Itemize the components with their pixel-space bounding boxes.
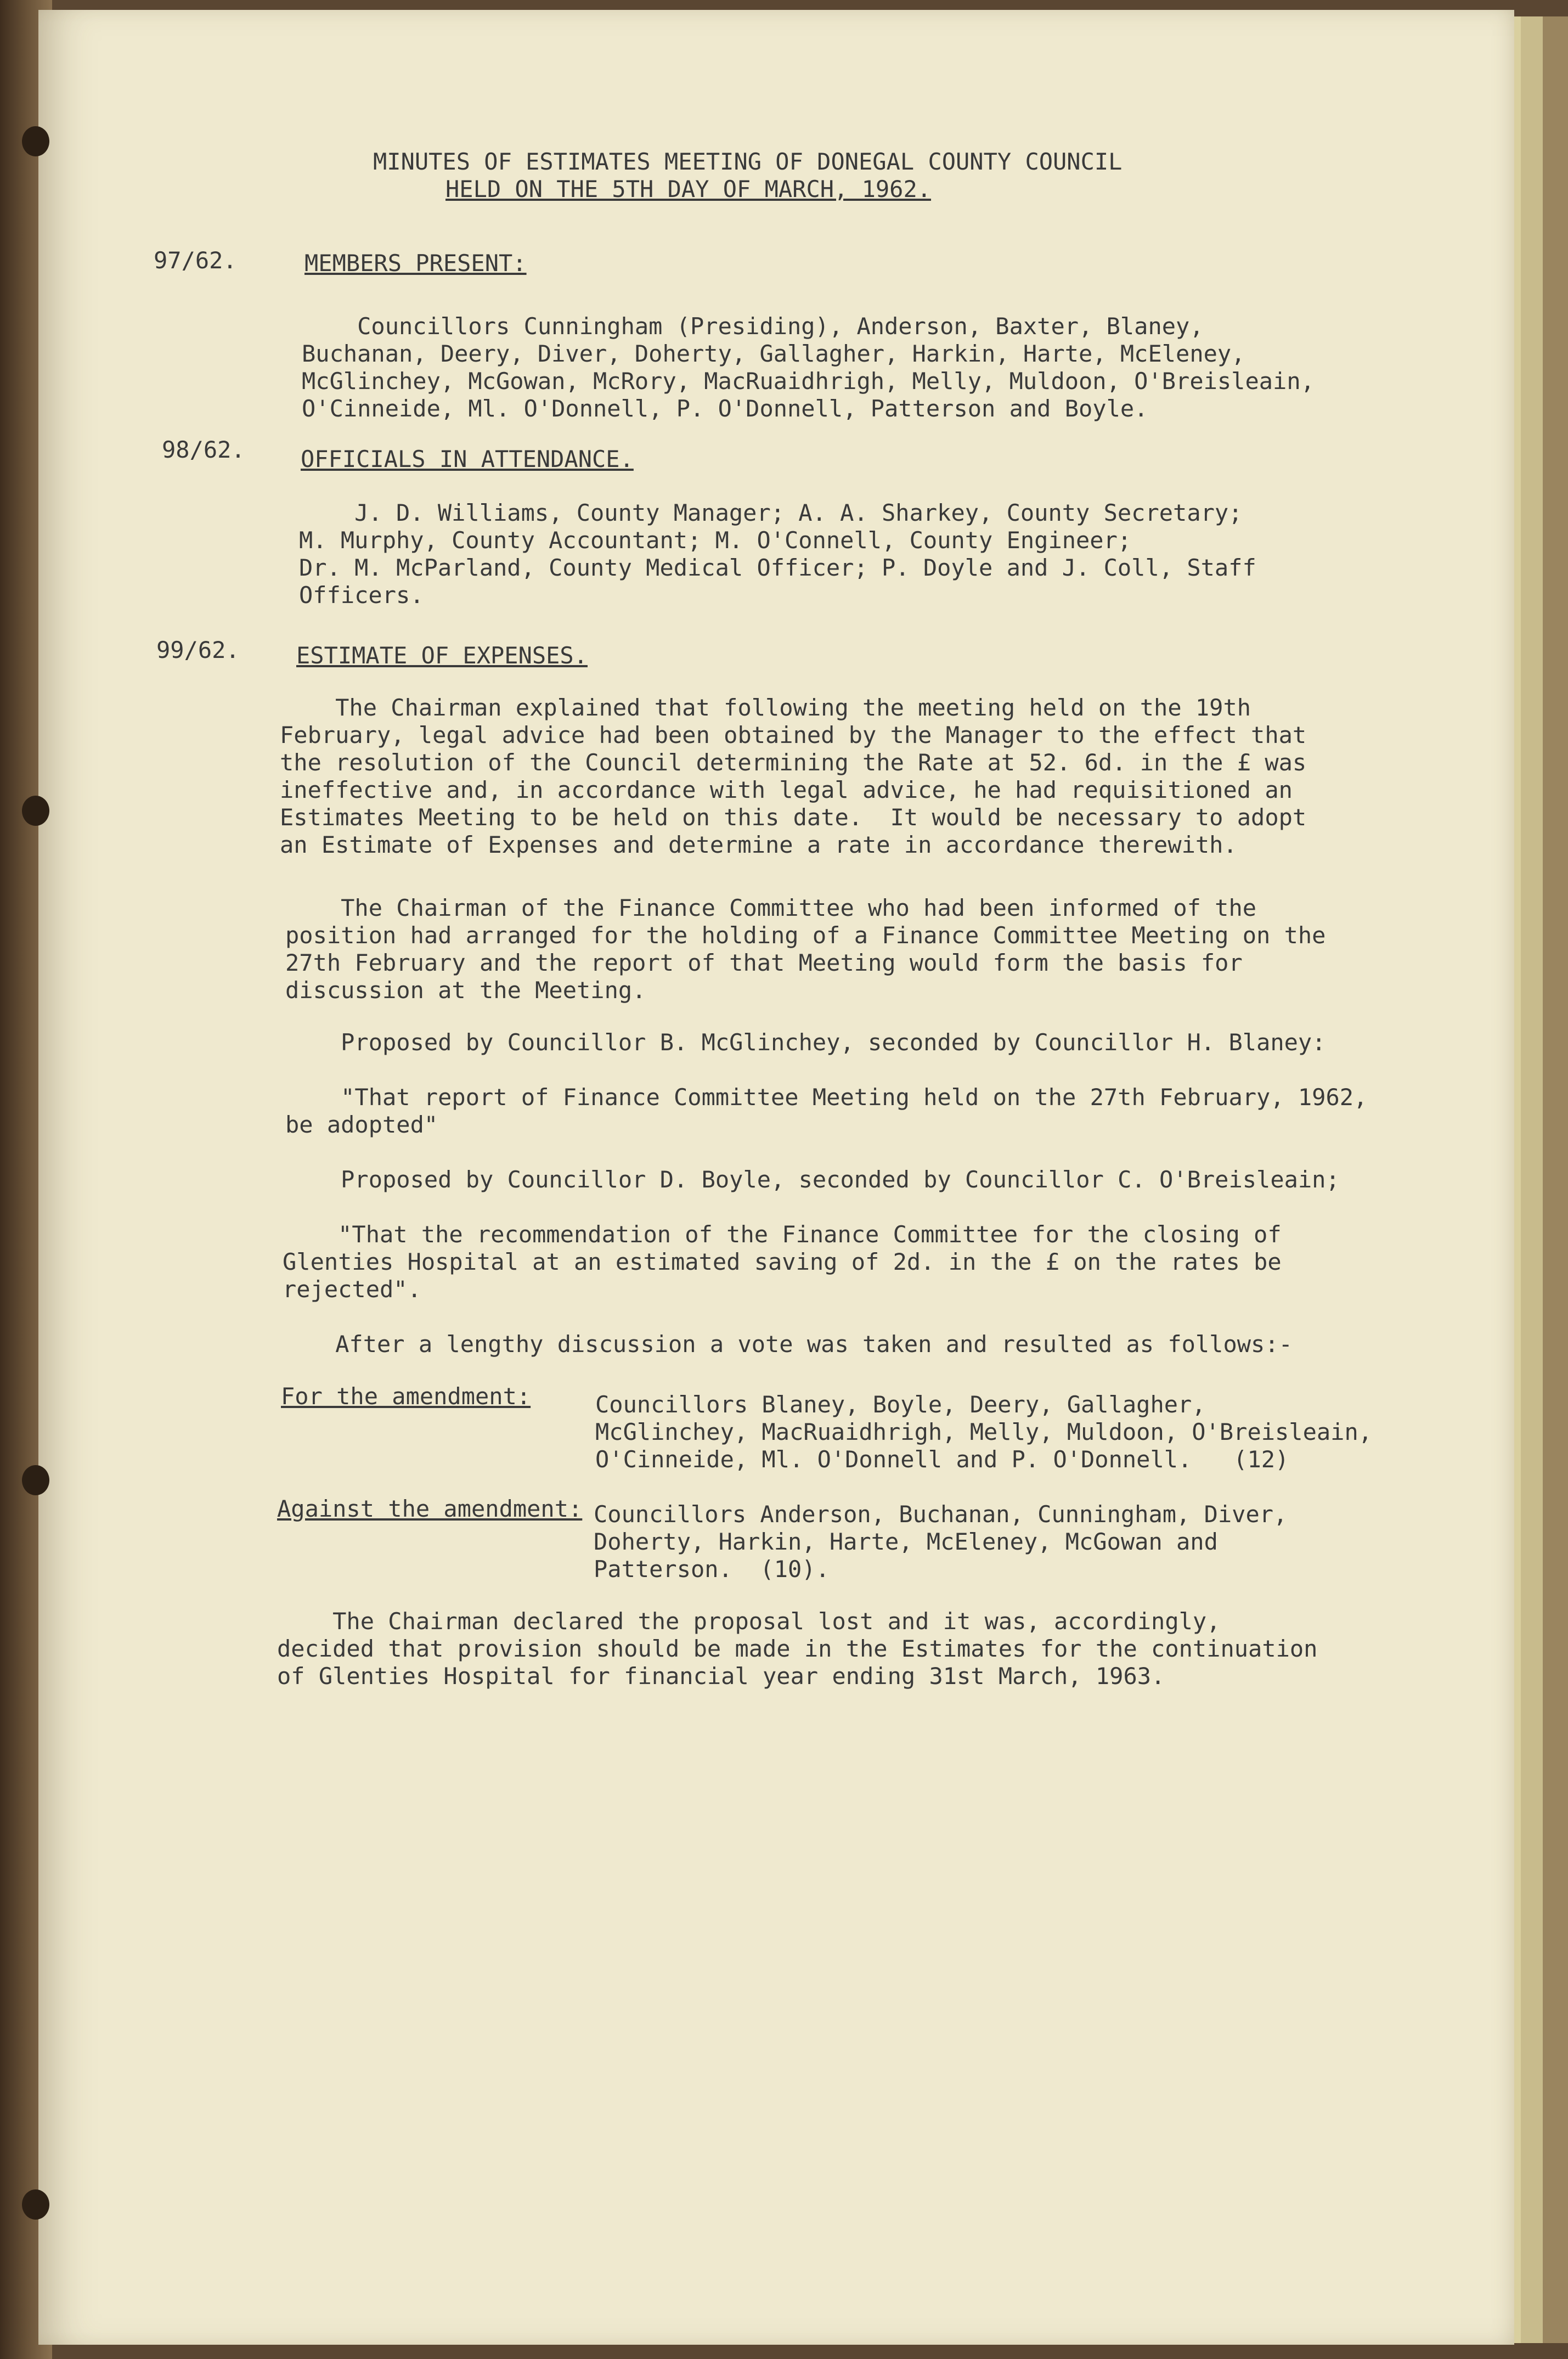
binding-hole [22,2189,49,2220]
amendment-line: "That the recommendation of the Finance Committee for the closing of [283,1221,1282,1248]
against-amendment-label: Against the amendment: [277,1495,583,1522]
page-edge [1542,16,1568,2343]
members-line: Councillors Cunningham (Presiding), Anderson, Baxter, Blaney, [302,313,1204,340]
section-heading: ESTIMATE OF EXPENSES. [296,642,588,669]
against-amendment-line: Doherty, Harkin, Harte, McEleney, McGowan and [594,1528,1218,1555]
against-amendment-line: Patterson. (10). [594,1556,830,1583]
officials-line: Dr. M. McParland, County Medical Officer; P. Doyle and J. Coll, Staff [299,554,1256,581]
binding-hole [22,1465,49,1495]
proposal-line: Proposed by Councillor B. McGlinchey, seconded by Councillor H. Blaney: [285,1029,1326,1056]
body-line: Estimates Meeting to be held on this date. It would be necessary to adopt [280,804,1307,831]
binding-hole [22,796,49,826]
for-amendment-label: For the amendment: [281,1383,531,1410]
members-line: Buchanan, Deery, Diver, Doherty, Gallagher, Harkin, Harte, McEleney, [302,340,1245,367]
body-line: February, legal advice had been obtained by the Manager to the effect that [280,722,1307,748]
members-line: O'Cinneide, Ml. O'Donnell, P. O'Donnell, Patterson and Boyle. [302,395,1148,422]
body-line: position had arranged for the holding of a Finance Committee Meeting on the [285,922,1326,949]
resolution-line: be adopted" [285,1111,438,1138]
section-heading: OFFICIALS IN ATTENDANCE. [301,446,634,472]
conclusion-line: decided that provision should be made in the Estimates for the continuation [277,1635,1318,1662]
amendment-line: Glenties Hospital at an estimated saving of 2d. in the £ on the rates be [283,1248,1282,1275]
for-amendment-line: O'Cinneide, Ml. O'Donnell and P. O'Donnell. (12) [595,1446,1289,1473]
section-heading: MEMBERS PRESENT: [304,250,527,277]
members-line: McGlinchey, McGowan, McRory, MacRuaidhrigh, Melly, Muldoon, O'Breisleain, [302,368,1315,395]
body-line: 27th February and the report of that Meeting would form the basis for [285,949,1243,976]
body-line: ineffective and, in accordance with legal advice, he had requisitioned an [280,776,1293,803]
officials-line: Officers. [299,582,424,609]
for-amendment-line: McGlinchey, MacRuaidhrigh, Melly, Muldoon, O'Breisleain, [595,1418,1373,1445]
conclusion-line: The Chairman declared the proposal lost and it was, accordingly, [277,1608,1221,1635]
page-edge [1520,16,1543,2343]
resolution-line: "That report of Finance Committee Meeting held on the 27th February, 1962, [285,1084,1368,1111]
officials-line: M. Murphy, County Accountant; M. O'Connell, County Engineer; [299,527,1132,554]
body-line: discussion at the Meeting. [285,977,646,1004]
against-amendment-line: Councillors Anderson, Buchanan, Cunningham, Diver, [594,1501,1288,1528]
body-line: the resolution of the Council determining the Rate at 52. 6d. in the £ was [280,749,1307,776]
amendment-line: rejected". [283,1276,421,1303]
minute-number: 99/62. [156,637,240,663]
body-line: The Chairman explained that following the meeting held on the 19th [280,694,1251,721]
document-title-line1: MINUTES OF ESTIMATES MEETING OF DONEGAL COUNTY COUNCIL [373,148,1123,175]
officials-line: J. D. Williams, County Manager; A. A. Sharkey, County Secretary; [299,499,1243,526]
body-line: The Chairman of the Finance Committee who had been informed of the [285,894,1257,921]
document-title-line2: HELD ON THE 5TH DAY OF MARCH, 1962. [445,176,932,202]
for-amendment-line: Councillors Blaney, Boyle, Deery, Gallagher, [595,1391,1206,1418]
body-line: an Estimate of Expenses and determine a rate in accordance therewith. [280,831,1237,858]
minute-number: 98/62. [162,436,245,463]
proposal-line: Proposed by Councillor D. Boyle, seconded by Councillor C. O'Breisleain; [285,1166,1340,1193]
binding-hole [22,126,49,156]
minute-number: 97/62. [154,247,237,274]
conclusion-line: of Glenties Hospital for financial year ending 31st March, 1963. [277,1663,1165,1690]
vote-intro-line: After a lengthy discussion a vote was taken and resulted as follows:- [280,1331,1293,1358]
